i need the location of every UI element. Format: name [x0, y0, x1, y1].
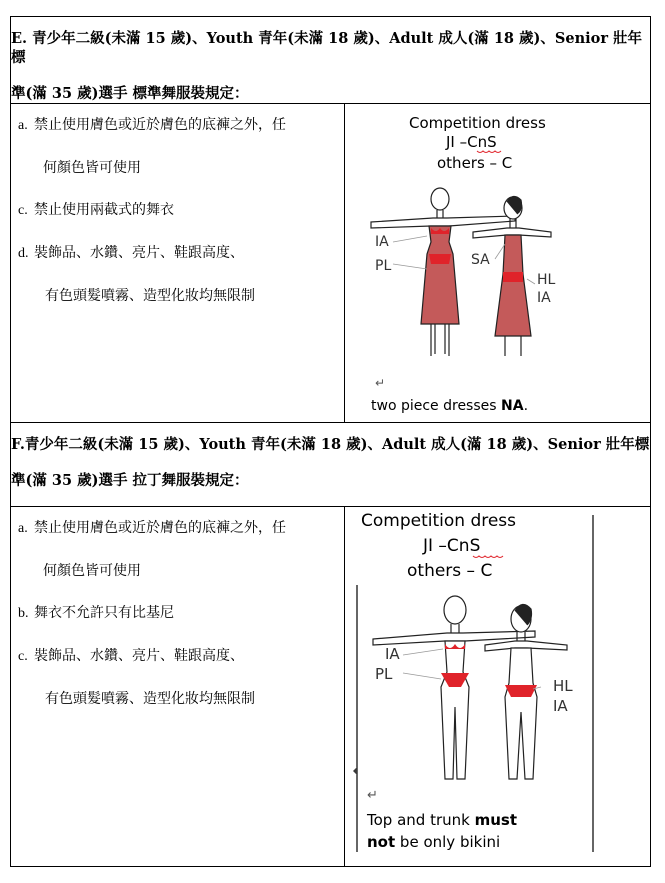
front-figure [371, 188, 515, 356]
section-f-figure-cell [344, 507, 650, 867]
standard-dress-illustration [345, 104, 651, 423]
latin-dress-illustration [345, 507, 651, 867]
section-f-heading-line2: 準(滿 35 歲)選手 拉丁舞服裝規定： [11, 472, 249, 489]
section-f-header [11, 423, 651, 507]
rule-item-continuation: 有色頭髮噴霧、造型化妝均無限制 [45, 691, 255, 707]
label-ia: IA [384, 645, 400, 663]
label-hl: HL [536, 272, 555, 288]
rule-item: c. 裝飾品、水鑽、亮片、鞋跟高度、 [18, 648, 244, 664]
section-e-rules [11, 104, 345, 423]
rule-item-continuation: 何顏色皆可使用 [43, 563, 141, 579]
figure-title-line2: JI –CnS [445, 133, 497, 151]
figure-title-line1: Competition dress [360, 511, 516, 531]
label-ia: IA [374, 234, 389, 250]
figure-caption-line1: Top and trunk must [366, 811, 517, 829]
section-e-heading-line1: E. 青少年二級(未滿 15 歲)、Youth 青年(未滿 18 歲)、Adult 成人(滿 18 歲)、Senior 壯年標 [11, 30, 643, 66]
label-pl: PL [374, 665, 392, 683]
section-e-figure-cell [344, 104, 650, 423]
rule-item: a. 禁止使用膚色或近於膚色的底褲之外，任 [18, 117, 286, 133]
return-mark: ↵ [366, 788, 378, 803]
figure-title-line3: others – C [406, 561, 492, 581]
rule-item: a. 禁止使用膚色或近於膚色的底褲之外，任 [18, 520, 286, 536]
figure-title-line3: others – C [436, 154, 512, 172]
label-sa: SA [470, 252, 490, 268]
section-e-heading-line2: 準(滿 35 歲)選手 標準舞服裝規定： [11, 85, 249, 102]
figure-caption-line2: not be only bikini [366, 833, 500, 851]
section-e-header [11, 17, 651, 104]
label-hl: HL [552, 677, 573, 695]
section-f-rules [11, 507, 345, 867]
section-f-heading-line1: F.青少年二級(未滿 15 歲)、Youth 青年(未滿 18 歲)、Adult 成人(滿 18 歲)、Senior 壯年標 [11, 436, 650, 453]
return-mark: ↵ [374, 376, 385, 390]
rule-item: b. 舞衣不允許只有比基尼 [18, 605, 174, 621]
label-ia-back: IA [536, 290, 551, 306]
label-ia-back: IA [552, 697, 568, 715]
figure-title-line2: JI –CnS [422, 536, 480, 556]
figure-title-line1: Competition dress [408, 114, 546, 132]
label-pl: PL [374, 258, 391, 274]
figure-caption: two piece dresses NA. [370, 398, 528, 414]
rule-item: c. 禁止使用兩截式的舞衣 [18, 202, 174, 218]
dress-rules-table [10, 16, 651, 867]
rule-item: d. 裝飾品、水鑽、亮片、鞋跟高度、 [18, 245, 244, 261]
rule-item-continuation: 何顏色皆可使用 [43, 160, 141, 176]
rule-item-continuation: 有色頭髮噴霧、造型化妝均無限制 [45, 288, 255, 304]
